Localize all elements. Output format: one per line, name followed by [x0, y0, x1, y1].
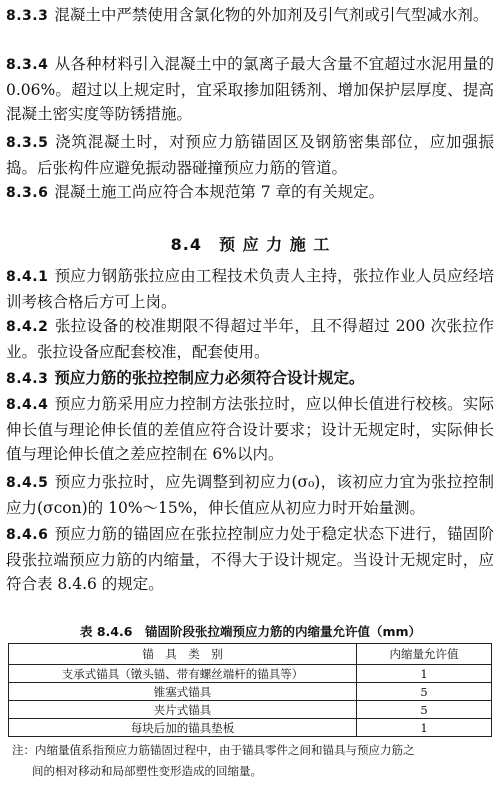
clause-8-4-4 — [6, 392, 494, 467]
clause-number: 8.3.6 — [6, 185, 49, 201]
table-row — [9, 701, 492, 719]
clause-number: 8.4.5 — [6, 475, 49, 491]
clause-8-3-4 — [6, 52, 494, 127]
clause-8-4-2 — [6, 314, 494, 364]
clause-8-4-5 — [6, 470, 494, 520]
cell-allowance: 5 — [357, 683, 492, 701]
clause-text: 预应力钢筋张拉应由工程技术负责人主持，张拉作业人员应经培训考核合格后方可上岗。 — [6, 267, 494, 311]
clause-text: 预应力筋的张拉控制应力必须符合设计规定。 — [54, 368, 365, 387]
clause-number: 8.3.4 — [6, 57, 49, 73]
clause-text: 混凝土施工尚应符合本规范第 7 章的有关规定。 — [54, 183, 385, 201]
table-caption: 表 8.4.6 锚固阶段张拉端预应力筋的内缩量允许值（mm） — [80, 624, 421, 639]
clause-text: 预应力筋的锚固应在张拉控制应力处于稳定状态下进行，锚固阶段张拉端预应力筋的内缩量，不得大于设计规定。当设计无规定时，应符合表 8.4.6 的规定。 — [6, 525, 494, 594]
clause-text: 从各种材料引入混凝土中的氯离子最大含量不宜超过水泥用量的 0.06%。超过以上规定时，宜采取掺加阻锈剂、增加保护层厚度、提高混凝土密实度等防锈措施。 — [6, 55, 494, 124]
clause-number: 8.4.3 — [6, 371, 49, 387]
clause-number: 8.4.2 — [6, 319, 49, 335]
note-line-1: 注：内缩量值系指预应力筋锚固过程中，由于锚具零件之间和锚具与预应力筋之 — [12, 743, 415, 757]
cell-allowance: 1 — [357, 719, 492, 737]
clause-8-4-1 — [6, 264, 494, 314]
section-title: 8.4 预 应 力 施 工 — [170, 235, 331, 254]
table-row — [9, 683, 492, 701]
clause-text: 混凝土中严禁使用含氯化物的外加剂及引气剂或引气型减水剂。 — [54, 6, 489, 24]
note-line-2: 间的相对移动和局部塑性变形造成的回缩量。 — [32, 764, 262, 778]
cell-anchor-type: 每块后加的锚具垫板 — [9, 719, 357, 737]
clause-8-3-3 — [6, 3, 494, 29]
clause-text: 浇筑混凝土时，对预应力筋锚固区及钢筋密集部位，应加强振捣。后张构件应避免振动器碰撞预应力筋的管道。 — [6, 133, 494, 177]
clause-number: 8.4.6 — [6, 527, 49, 543]
clause-text: 预应力张拉时，应先调整到初应力(σ₀)，该初应力宜为张拉控制应力(σcon)的 10%～15%，伸长值应从初应力时开始量测。 — [6, 473, 494, 517]
clause-8-3-5 — [6, 130, 494, 180]
table-header-row — [9, 644, 492, 665]
table-row — [9, 719, 492, 737]
clause-number: 8.3.3 — [6, 8, 49, 24]
clause-text: 预应力筋采用应力控制方法张拉时，应以伸长值进行校核。实际伸长值与理论伸长值的差值应符合设计要求；设计无规定时，实际伸长值与理论伸长值之差应控制在 6%以内。 — [6, 395, 494, 464]
clause-number: 8.4.1 — [6, 269, 49, 285]
cell-allowance: 5 — [357, 701, 492, 719]
clause-number: 8.4.4 — [6, 397, 49, 413]
cell-anchor-type: 夹片式锚具 — [9, 701, 357, 719]
table-note — [12, 740, 494, 782]
cell-anchor-type: 支承式锚具（镦头锚、带有螺丝端杆的锚具等） — [9, 665, 357, 683]
retraction-allowance-table — [8, 643, 492, 737]
clause-number: 8.3.5 — [6, 135, 49, 151]
header-allowance: 内缩量允许值 — [357, 644, 492, 665]
table-row — [9, 665, 492, 683]
cell-anchor-type: 锥塞式锚具 — [9, 683, 357, 701]
clause-8-4-6 — [6, 522, 494, 597]
clause-8-3-6 — [6, 180, 494, 206]
cell-allowance: 1 — [357, 665, 492, 683]
clause-8-4-3 — [6, 366, 494, 392]
clause-text: 张拉设备的校准期限不得超过半年，且不得超过 200 次张拉作业。张拉设备应配套校准，配套使用。 — [6, 317, 494, 361]
header-anchor-type: 锚 具 类 别 — [9, 644, 357, 665]
